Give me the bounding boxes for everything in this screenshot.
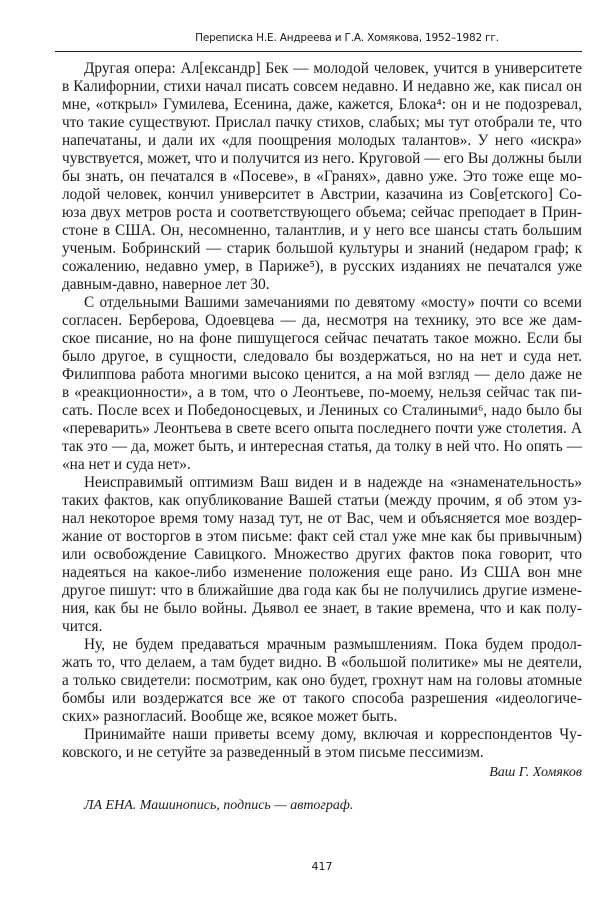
- text-line: Принимайте наши приветы всему дому, включая и корреспондентов Чу-: [84, 726, 582, 743]
- text-line: жание от восторгов в этом письме: факт сей стал уже мне как бы привычным): [62, 528, 582, 545]
- text-line: давным-давно, наверное лет 30.: [62, 276, 270, 293]
- text-line: «на нет и суда нет».: [62, 456, 191, 473]
- text-line: что такие существуют. Прислал пачку стихов, слабых; мы тут отобрали те, что: [62, 114, 582, 131]
- text-line: бы знать, он печатался в «Посеве», в «Гранях», давно уже. Это тоже еще мо-: [62, 168, 582, 185]
- text-line: было другое, в сущности, следовало бы воздержаться, но на нет и суда нет.: [62, 348, 582, 365]
- text-line: юза двух метров роста и соответствующего объема; сейчас преподает в Прин-: [62, 204, 582, 221]
- text-line: сожалению, недавно умер, в Париже⁵), в русских изданиях не печатался уже: [62, 258, 582, 275]
- text-line: ния, как бы не было войны. Дьявол ее знает, в такие времена, что и как полу-: [62, 600, 582, 617]
- text-line: сать. После всех и Победоносцевых, и Лениных со Сталиными⁶, надо было бы: [62, 402, 582, 419]
- paragraph: [62, 636, 582, 726]
- text-line: таких фактов, как опубликование Вашей статьи (между прочим, я об этом уз-: [62, 492, 582, 509]
- text-line: нал некоторое время тому назад тут, не от Вас, чем и объясняется мое воздер-: [62, 510, 582, 527]
- text-line: согласен. Берберова, Одоевцева — да, несмотря на технику, это все же дам-: [62, 312, 582, 329]
- text-line: «переварить» Леонтьева в свете всего опыта последнего почти уже столетия. А: [62, 420, 582, 437]
- text-line: напечатаны, и дали их «для поощрения молодых талантов». У него «искра»: [62, 132, 582, 149]
- text-line: ученым. Бобринский — старик большой культуры и знаний (недаром граф; к: [62, 240, 582, 257]
- letter-body: [62, 60, 582, 782]
- text-line: чувствуется, может, что и получится из него. Круговой — его Вы должны были: [62, 150, 582, 167]
- text-line: в Калифорнии, стихи начал писать совсем недавно. И недавно же, как писал он: [62, 78, 582, 95]
- text-line: жать то, что делаем, а там будет видно. В «большой политике» мы не деятели,: [62, 654, 582, 671]
- text-line: чится.: [62, 618, 103, 635]
- text-line: а только свидетели: посмотрим, как оно будет, грохнут нам на головы атомные: [62, 672, 582, 689]
- signature: Ваш Г. Хомяков: [489, 765, 582, 780]
- text-line: Ну, не будем предаваться мрачным размышлениям. Пока будем продол-: [84, 636, 582, 653]
- text-line: другое пишут: что в ближайшие два года как бы не получились другие измене-: [62, 582, 582, 599]
- text-line: Филиппова работа многими высоко ценится, а на мой взгляд — дело даже не: [62, 366, 582, 383]
- text-line: так это — да, может быть, и интересная статья, да толку в ней что. Но опять —: [62, 438, 582, 455]
- text-line: Неисправимый оптимизм Ваш виден и в надежде на «знаменательность»: [84, 474, 582, 491]
- paragraphs: [62, 60, 582, 762]
- paragraph: [62, 294, 582, 474]
- text-line: в «реакционности», а в том, что о Леонтьеве, по-моему, нельзя сейчас так пи-: [62, 384, 582, 401]
- text-line: стоне в США. Он, несомненно, талантлив, и у него все шансы стать большим: [62, 222, 582, 239]
- text-line: мне, «открыл» Гумилева, Есенина, даже, кажется, Блока⁴: он и не подозревал,: [62, 96, 582, 113]
- text-line: С отдельными Вашими замечаниями по девятому «мосту» почти со всеми: [84, 294, 582, 311]
- paragraph: [62, 474, 582, 636]
- running-header: Переписка Н.Е. Андреева и Г.А. Хомякова, 1952–1982 гг.: [195, 32, 499, 44]
- page-number: 417: [311, 860, 333, 873]
- source-note: ЛА ЕНА. Машинопись, подпись — автограф.: [84, 798, 354, 813]
- text-line: надеяться на какое-либо изменение положения еще рано. Из США вон мне: [62, 564, 582, 581]
- text-line: или освобождение Савицкого. Множество других фактов пока говорит, что: [62, 546, 582, 563]
- paragraph: [62, 726, 582, 762]
- header-rule: [55, 51, 582, 52]
- text-line: Другая опера: Ал[ександр] Бек — молодой человек, учится в университете: [84, 60, 582, 77]
- text-line: ских» разногласий. Вообще же, всякое может быть.: [62, 708, 398, 725]
- paragraph: [62, 60, 582, 294]
- text-line: бомбы или воздержатся все же от такого способа разрешения «идеологиче-: [62, 690, 582, 707]
- text-line: лодой человек, кончил университет в Австрии, казачина из Сов[етского] Со-: [62, 186, 582, 203]
- text-line: ское писание, но на фоне пишущегося сейчас печатать такое можно. Если бы: [62, 330, 582, 347]
- text-line: ковского, и не сетуйте за разведенный в этом письме пессимизм.: [62, 744, 484, 761]
